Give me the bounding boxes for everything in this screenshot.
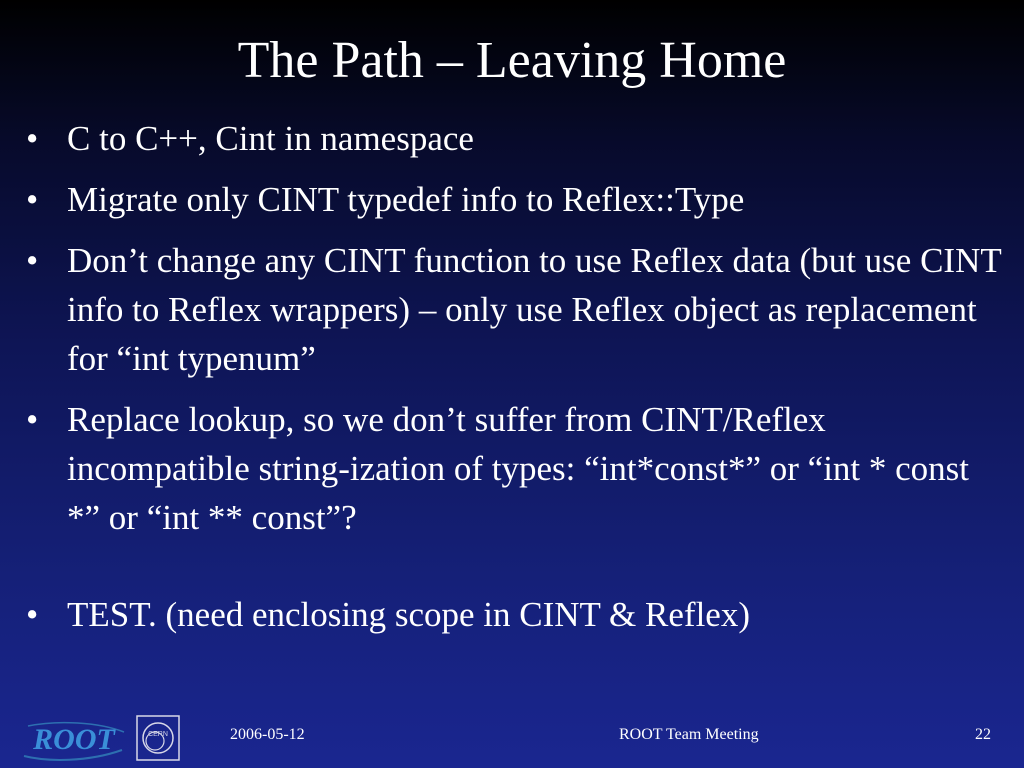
bullet-marker: • — [26, 241, 39, 280]
bullet-item — [26, 590, 1006, 639]
bullet-list — [26, 114, 1006, 651]
slide-title: The Path – Leaving Home — [237, 32, 787, 89]
bullet-item — [26, 175, 1006, 224]
bullet-text: TEST. (need enclosing scope in CINT & Reflex) — [67, 595, 750, 634]
footer-date: 2006-05-12 — [230, 726, 305, 743]
footer-meeting-title: ROOT Team Meeting — [619, 726, 759, 743]
bullet-item — [26, 236, 1006, 383]
bullet-marker: • — [26, 180, 39, 219]
bullet-text: C to C++, Cint in namespace — [67, 119, 474, 158]
bullet-marker: • — [26, 595, 39, 634]
bullet-text: Don’t change any CINT function to use Reflex data (but use CINT info to Reflex wrappers) – only use Reflex object as replacement for “int typenum” — [67, 241, 1002, 378]
bullet-item — [26, 114, 1006, 163]
bullet-text: Replace lookup, so we don’t suffer from CINT/Reflex incompatible string-ization of types: “int*const*” or “int * const *” or “int ** const”? — [67, 400, 970, 537]
bullet-item — [26, 395, 1006, 542]
cern-logo-text: CERN — [148, 731, 168, 738]
root-logo-text: ROOT — [33, 723, 115, 756]
bullet-marker: • — [26, 400, 39, 439]
bullet-text: Migrate only CINT typedef info to Reflex::Type — [67, 180, 745, 219]
bullet-marker: • — [26, 119, 39, 158]
page-number: 22 — [975, 726, 991, 743]
cern-logo — [135, 714, 181, 762]
slide-footer — [0, 710, 1024, 768]
root-logo — [18, 716, 130, 764]
